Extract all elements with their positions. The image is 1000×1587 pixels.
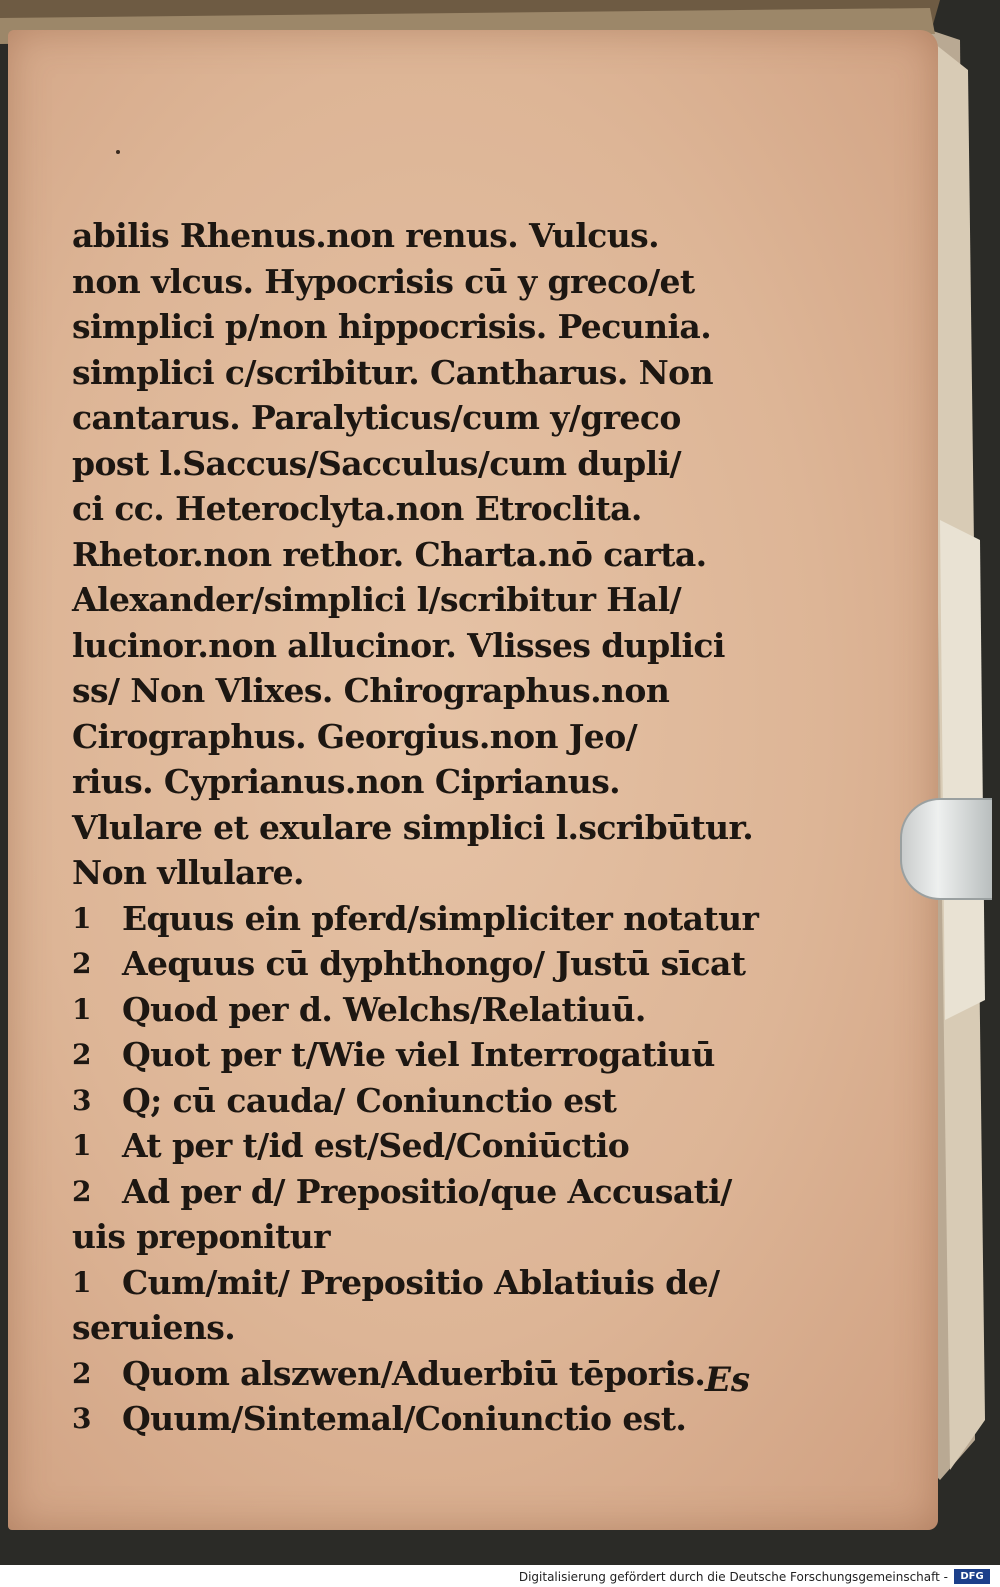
line-text: Aequus cū dyphthongo/ Justū sīcat xyxy=(122,944,746,983)
line-text: Quot per t/Wie viel Interrogatiuū xyxy=(122,1035,715,1074)
catchword: Es xyxy=(705,1360,751,1400)
text-line xyxy=(72,759,782,805)
line-text: ci cc. Heteroclyta.non Etroclita. xyxy=(72,489,642,528)
line-text: Quod per d. Welchs/Relatiuū. xyxy=(122,989,646,1029)
line-text: simplici p/non hippocrisis. Pecunia. xyxy=(72,307,712,346)
text-line xyxy=(72,532,782,578)
text-line xyxy=(72,850,782,896)
line-number: 1 xyxy=(72,1129,91,1162)
text-line xyxy=(72,987,782,1033)
line-text: Non vllulare. xyxy=(72,853,304,892)
line-text: abilis Rhenus.non renus. Vulcus. xyxy=(72,216,659,255)
line-number: 2 xyxy=(72,947,91,980)
line-text: Quum/Sintemal/Coniunctio est. xyxy=(122,1399,687,1438)
line-text: Vlulare et exulare simplici l.scribūtur. xyxy=(72,807,754,847)
credit-bar xyxy=(0,1565,1000,1587)
line-text: Equus ein pferd/simpliciter notatur xyxy=(122,898,759,938)
text-line xyxy=(72,486,782,532)
text-line xyxy=(72,1305,782,1351)
text-line xyxy=(72,1214,782,1260)
line-number: 1 xyxy=(72,1265,91,1299)
text-line xyxy=(72,395,782,441)
line-number: 2 xyxy=(72,1356,91,1390)
line-text: ss/ Non Vlixes. Chirographus.non xyxy=(72,671,670,710)
text-line xyxy=(72,896,782,942)
text-line xyxy=(72,1351,782,1397)
text-line xyxy=(72,941,782,987)
line-text: Q; cū cauda/ Coniunctio est xyxy=(122,1080,617,1120)
text-line xyxy=(72,1169,782,1215)
line-text: Quom alszwen/Aduerbiū tēporis. xyxy=(122,1353,706,1393)
line-text: At per t/id est/Sed/Coniūctio xyxy=(122,1126,630,1165)
text-line xyxy=(72,441,782,487)
line-number: 1 xyxy=(72,901,91,935)
text-block xyxy=(72,213,782,1442)
line-text: cantarus. Paralyticus/cum y/greco xyxy=(72,398,681,437)
page-speck xyxy=(116,150,120,154)
text-line xyxy=(72,213,782,259)
text-line xyxy=(72,577,782,623)
line-number: 3 xyxy=(72,1083,91,1117)
line-number: 2 xyxy=(72,1174,91,1208)
text-line xyxy=(72,1396,782,1442)
text-line xyxy=(72,350,782,396)
line-text: Cum/mit/ Prepositio Ablatiuis de/ xyxy=(122,1262,720,1302)
line-text: seruiens. xyxy=(72,1308,236,1347)
line-text: rius. Cyprianus.non Ciprianus. xyxy=(72,762,621,801)
line-text: lucinor.non allucinor. Vlisses duplici xyxy=(72,625,725,665)
text-line xyxy=(72,1032,782,1078)
text-line xyxy=(72,1260,782,1306)
line-text: non vlcus. Hypocrisis cū y greco/et xyxy=(72,261,695,301)
line-number: 3 xyxy=(72,1402,91,1435)
line-text: Rhetor.non rethor. Charta.nō carta. xyxy=(72,534,707,574)
line-text: simplici c/scribitur. Cantharus. Non xyxy=(72,352,713,392)
text-line xyxy=(72,1078,782,1124)
line-text: Cirographus. Georgius.non Jeo/ xyxy=(72,716,638,756)
line-text: uis preponitur xyxy=(72,1217,330,1256)
credit-text: Digitalisierung gefördert durch die Deutsche Forschungsgemeinschaft - xyxy=(518,1570,948,1584)
line-number: 2 xyxy=(72,1038,91,1071)
book-clip xyxy=(900,798,992,900)
dfg-logo: DFG xyxy=(954,1569,990,1584)
line-text: Alexander/simplici l/scribitur Hal/ xyxy=(72,580,682,619)
line-text: post l.Saccus/Sacculus/cum dupli/ xyxy=(72,443,681,483)
text-line xyxy=(72,805,782,851)
text-line xyxy=(72,304,782,350)
text-line xyxy=(72,714,782,760)
line-number: 1 xyxy=(72,992,91,1026)
text-line xyxy=(72,1123,782,1169)
text-line xyxy=(72,623,782,669)
text-line xyxy=(72,259,782,305)
line-text: Ad per d/ Prepositio/que Accusati/ xyxy=(122,1171,732,1211)
text-line xyxy=(72,668,782,714)
